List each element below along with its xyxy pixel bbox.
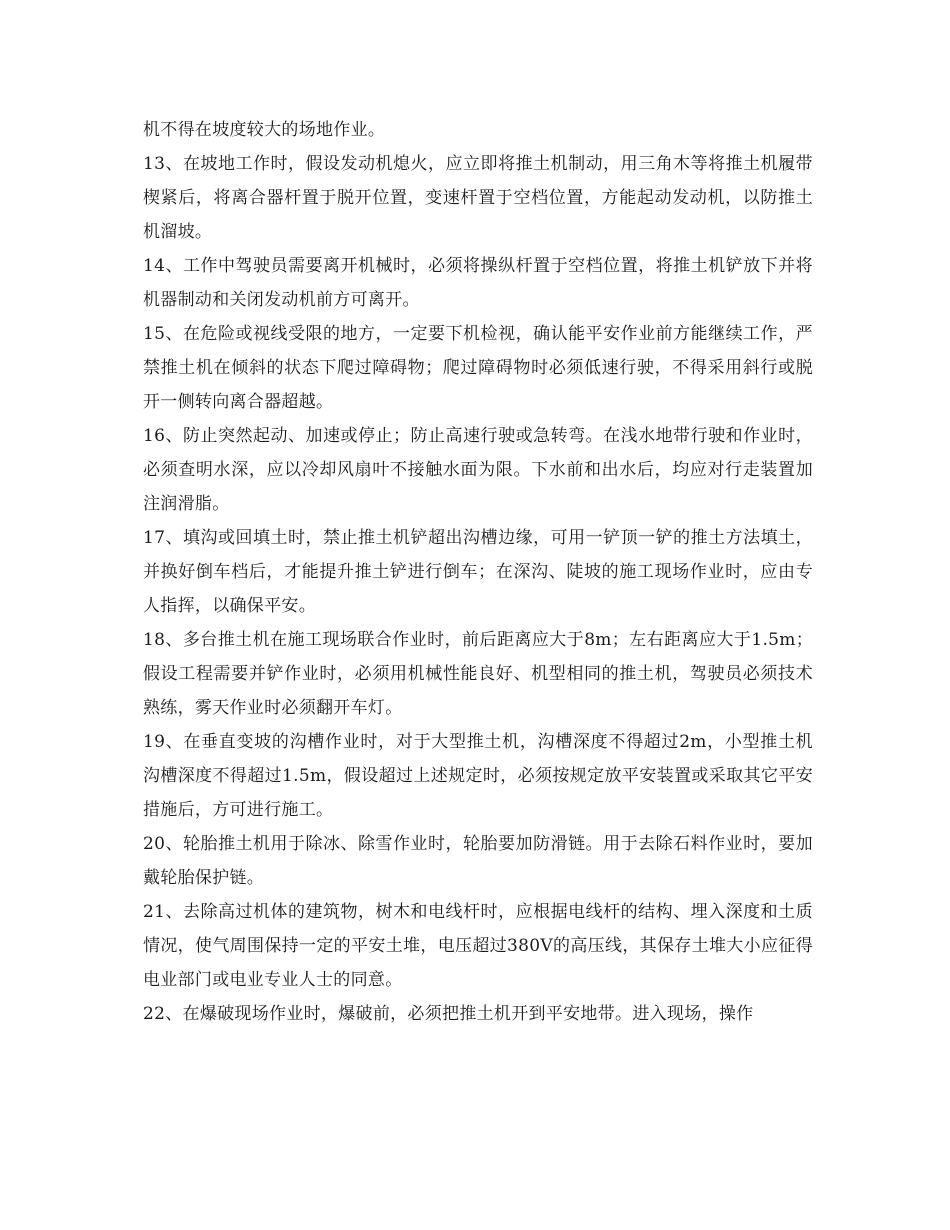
paragraph-item-20: 20、轮胎推土机用于除冰、除雪作业时，轮胎要加防滑链。用于去除石料作业时，要加戴轮胎保护链。 [143, 834, 813, 888]
paragraph-item-18: 18、多台推土机在施工现场联合作业时，前后距离应大于8m；左右距离应大于1.5m；假设工程需要并铲作业时，必须用机械性能良好、机型相同的推土机，驾驶员必须技术熟练，雾天作业时必须翻开车灯。 [143, 630, 813, 718]
paragraph-item-21: 21、去除高过机体的建筑物，树木和电线杆时，应根据电线杆的结构、埋入深度和土质情况，使气周围保持一定的平安土堆，电压超过380V的高压线，其保存土堆大小应征得电业部门或电业专业人士的同意。 [143, 902, 813, 990]
paragraph-continuation: 机不得在坡度较大的场地作业。 [143, 120, 386, 140]
paragraph-item-14: 14、工作中驾驶员需要离开机械时，必须将操纵杆置于空档位置，将推土机铲放下并将机器制动和关闭发动机前方可离开。 [143, 256, 813, 310]
paragraph-item-22: 22、在爆破现场作业时，爆破前，必须把推土机开到平安地带。进入现场，操作 [143, 1004, 754, 1024]
document-body [143, 113, 813, 1031]
paragraph-item-15: 15、在危险或视线受限的地方，一定要下机检视，确认能平安作业前方能继续工作，严禁推土机在倾斜的状态下爬过障碍物；爬过障碍物时必须低速行驶，不得采用斜行或脱开一侧转向离合器超越。 [143, 324, 813, 412]
paragraph-item-17: 17、填沟或回填土时，禁止推土机铲超出沟槽边缘，可用一铲顶一铲的推土方法填土，并换好倒车档后，才能提升推土铲进行倒车；在深沟、陡坡的施工现场作业时，应由专人指挥，以确保平安。 [143, 528, 813, 616]
paragraph-item-13: 13、在坡地工作时，假设发动机熄火，应立即将推土机制动，用三角木等将推土机履带楔紧后，将离合器杆置于脱开位置，变速杆置于空档位置，方能起动发动机，以防推土机溜坡。 [143, 154, 813, 242]
paragraph-item-16: 16、防止突然起动、加速或停止；防止高速行驶或急转弯。在浅水地带行驶和作业时，必须查明水深，应以冷却风扇叶不接触水面为限。下水前和出水后，均应对行走装置加注润滑脂。 [143, 426, 813, 514]
paragraph-item-19: 19、在垂直变坡的沟槽作业时，对于大型推土机，沟槽深度不得超过2m，小型推土机沟槽深度不得超过1.5m，假设超过上述规定时，必须按规定放平安装置或采取其它平安措施后，方可进行施工。 [143, 732, 813, 820]
